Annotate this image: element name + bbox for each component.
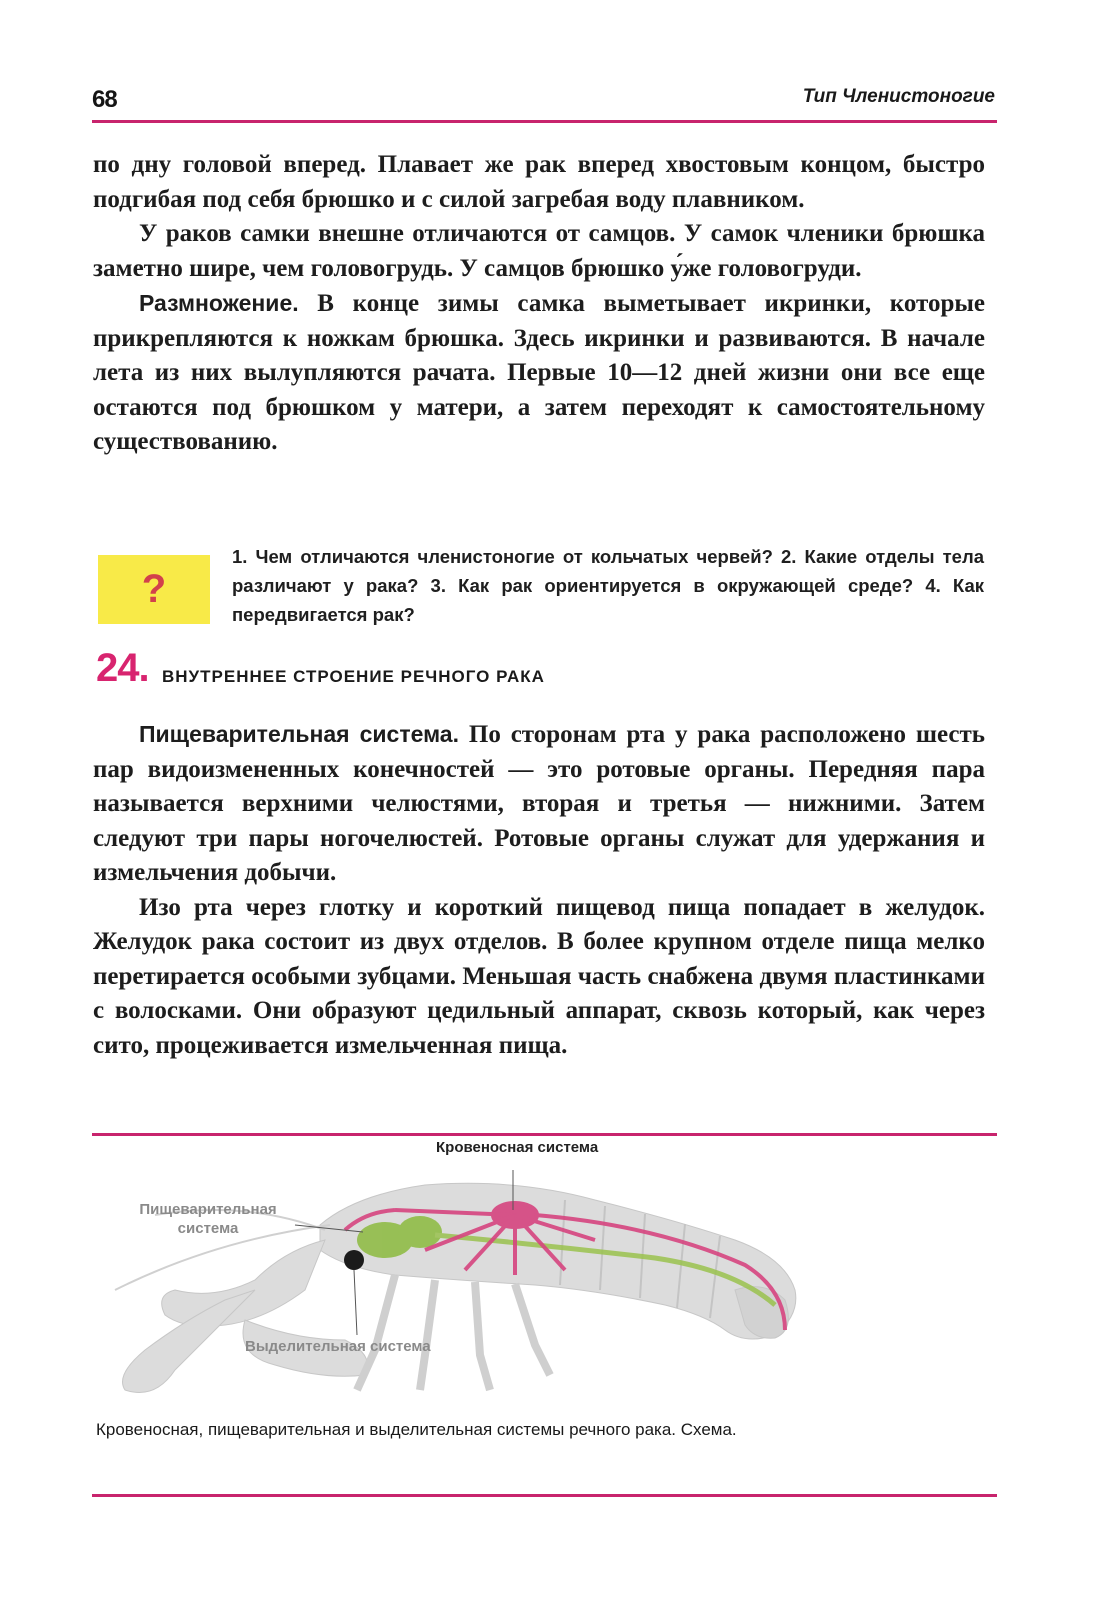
paragraph-5 (93, 891, 985, 1064)
running-title: Тип Членистоногие (802, 86, 995, 107)
header-rule (92, 120, 997, 123)
paragraph-3-text: В конце зимы самка выметывает икринки, которые прикрепляются к ножкам брюшка. Здесь икринки и развиваются. В начале лета из них вылупляются рачата. Первые 10—12 дней жизни они все еще остаются под брюшком у матери, а затем переходят к самостоятельному существованию. (93, 290, 985, 455)
section-title: ВНУТРЕННЕЕ СТРОЕНИЕ РЕЧНОГО РАКА (162, 667, 545, 686)
paragraph-2-text: У раков самки внешне отличаются от самцов. У самок членики брюшка заметно шире, чем головогрудь. У самцов брюшко у́же головогруди. (93, 220, 985, 282)
paragraph-4-text: По сторонам рта у рака расположено шесть пар видоизмененных конечностей — это ротовые органы. Передняя пара называется верхними челюстями, вторая и третья — нижними. Затем следуют три пары ногочелюстей. Ротовые органы служат для удержания и измельчения добычи. (93, 721, 985, 886)
review-questions: 1. Чем отличаются членистоногие от кольчатых червей? 2. Какие отделы тела различают у рака? 3. Как рак ориентируется в окружающей среде? 4. Как передвигается рак? (232, 546, 984, 625)
question-mark-icon: ? (141, 567, 167, 611)
paragraph-4 (93, 717, 985, 891)
label-circulatory-system: Кровеносная система (436, 1139, 599, 1156)
paragraph-3 (93, 286, 985, 460)
figure-caption: Кровеносная, пищеварительная и выделительная системы речного рака. Схема. (96, 1420, 737, 1439)
section-number: 24. (96, 646, 149, 690)
page-number: 68 (92, 86, 117, 113)
term-digestive-system: Пищеварительная система. (139, 721, 459, 747)
paragraph-1: по дну головой вперед. Плавает же рак вперед хвостовым концом, быстро подгибая под себя брюшко и с силой загребая воду плавником. (93, 151, 985, 213)
excretory-gland (344, 1250, 364, 1270)
text-top (93, 148, 985, 460)
paragraph-5-text: Изо рта через глотку и короткий пищевод пища попадает в желудок. Желудок рака состоит из двух отделов. В более крупном отделе пища мелко перетирается особыми зубцами. Меньшая часть снабжена двумя пластинками с волосками. Они образуют цедильный аппарат, сквозь который, как через сито, процеживается измельченная пища. (93, 893, 985, 1059)
crayfish-illustration (95, 1140, 845, 1440)
figure-bottom-rule (92, 1494, 997, 1497)
text-bottom (93, 717, 985, 1063)
label-excretory-system: Выделительная система (245, 1338, 431, 1355)
label-digestive-system: Пищеварительная система (139, 1201, 277, 1237)
term-reproduction: Размножение. (139, 290, 299, 316)
question-box (98, 555, 210, 624)
paragraph-2 (93, 217, 985, 286)
figure-top-rule (92, 1133, 997, 1136)
